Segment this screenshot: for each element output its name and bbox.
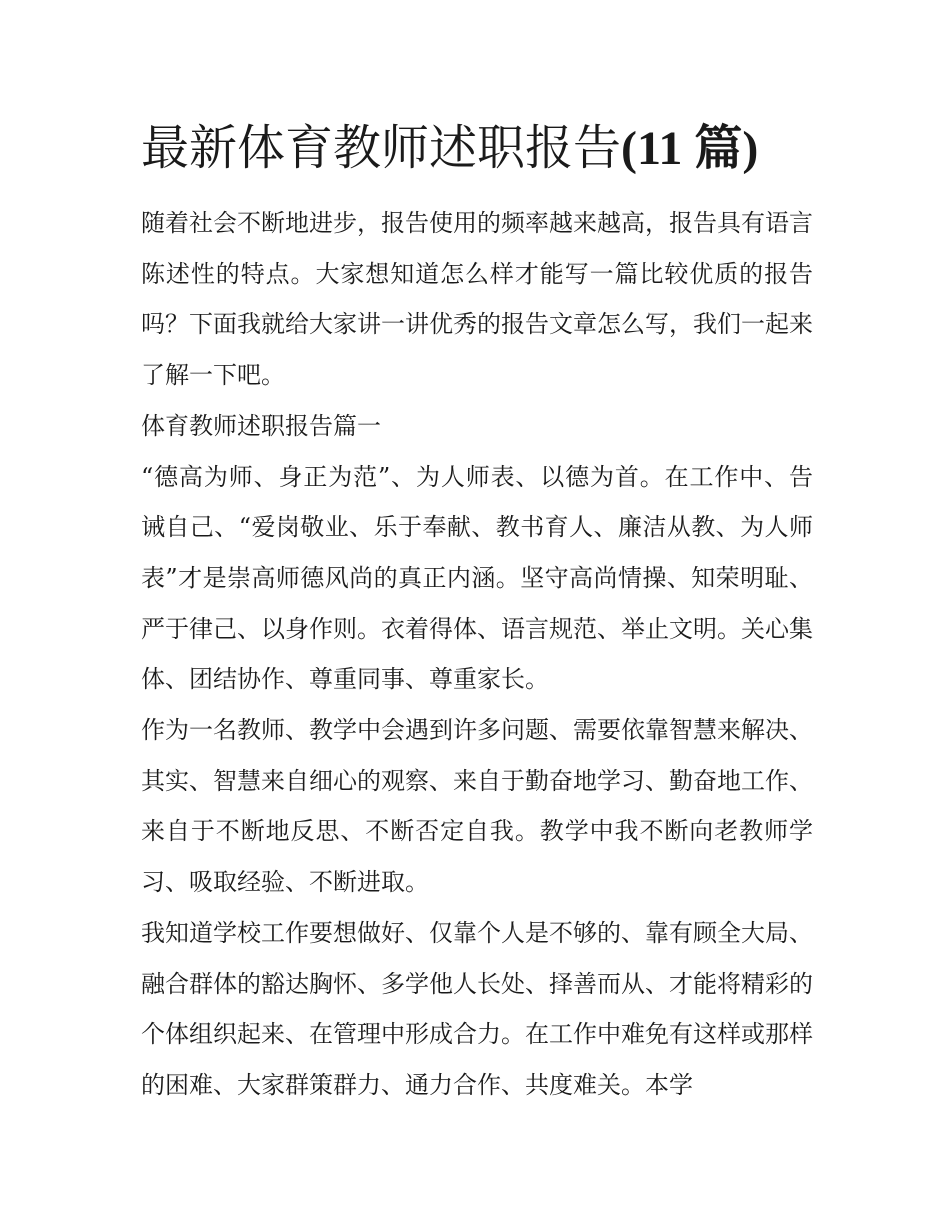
document-body [141,198,813,1111]
intro-paragraph: 随着社会不断地进步，报告使用的频率越来越高，报告具有语言陈述性的特点。大家想知道怎么样才能写一篇比较优质的报告吗？下面我就给大家讲一讲优秀的报告文章怎么写，我们一起来了解一下吧。 [141,209,813,390]
body-paragraph: “德高为师、身正为范”、为人师表、以德为首。在工作中、告诫自己、“爱岗敬业、乐于奉献、教书育人、廉洁从教、为人师表”才是崇高师德风尚的真正内涵。坚守高尚情操、知荣明耻、严于律己、以身作则。衣着得体、语言规范、举止文明。关心集体、团结协作、尊重同事、尊重家长。 [141,462,813,694]
body-paragraph: 我知道学校工作要想做好、仅靠个人是不够的、靠有顾全大局、融合群体的豁达胸怀、多学他人长处、择善而从、才能将精彩的个体组织起来、在管理中形成合力。在工作中难免有这样或那样的困难、大家群策群力、通力合作、共度难关。本学 [141,918,813,1099]
document-content [141,112,813,1111]
body-paragraph: 作为一名教师、教学中会遇到许多问题、需要依靠智慧来解决、其实、智慧来自细心的观察、来自于勤奋地学习、勤奋地工作、来自于不断地反思、不断否定自我。教学中我不断向老教师学习、吸取经验、不断进取。 [141,716,813,897]
title-main: 最新体育教师述职报告 [141,120,622,176]
section-heading: 体育教师述职报告篇一 [141,411,381,440]
document-title [141,112,813,184]
title-suffix: (11 篇) [621,122,759,175]
